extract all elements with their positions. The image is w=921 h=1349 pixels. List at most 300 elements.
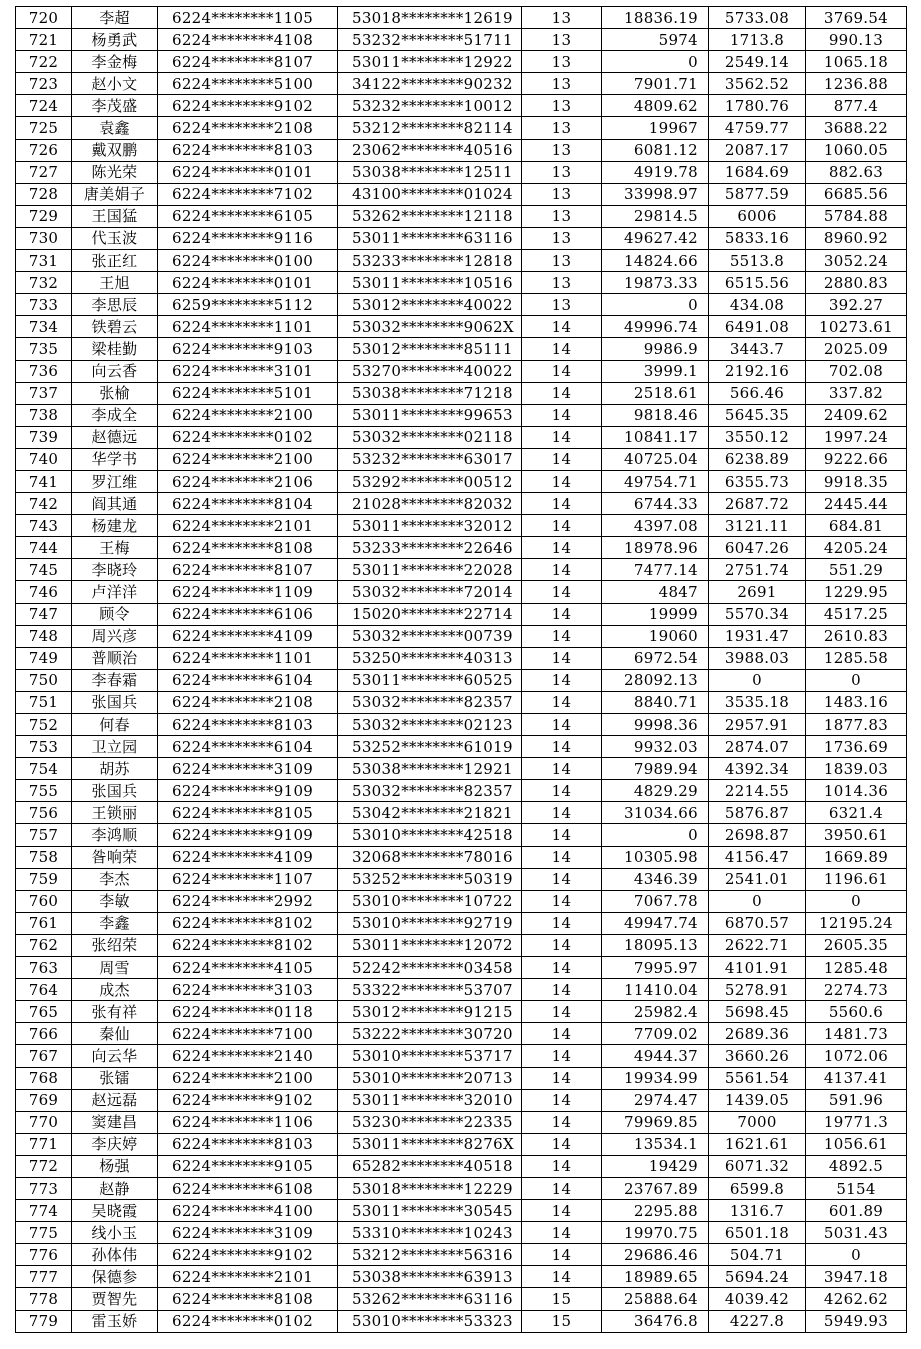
cell-amount-c: 1736.69 — [806, 736, 907, 758]
cell-amount-total: 6972.54 — [602, 647, 709, 669]
table-row — [16, 1133, 907, 1155]
cell-amount-b: 6355.73 — [709, 470, 806, 492]
cell-bank-card-number: 6224********2100 — [158, 1067, 338, 1089]
cell-months: 14 — [522, 1089, 602, 1111]
cell-name: 李鑫 — [72, 912, 158, 934]
cell-months: 14 — [522, 559, 602, 581]
cell-months: 14 — [522, 979, 602, 1001]
cell-row-number: 740 — [16, 448, 72, 470]
cell-amount-b: 4039.42 — [709, 1288, 806, 1310]
table-row — [16, 51, 907, 73]
cell-amount-b: 2087.17 — [709, 139, 806, 161]
cell-amount-total: 18978.96 — [602, 537, 709, 559]
cell-name: 周兴彦 — [72, 625, 158, 647]
cell-bank-card-number: 6224********1101 — [158, 316, 338, 338]
cell-amount-c: 1236.88 — [806, 73, 907, 95]
cell-id-number: 53222********30720 — [338, 1023, 522, 1045]
cell-name: 何春 — [72, 714, 158, 736]
cell-amount-total: 7477.14 — [602, 559, 709, 581]
cell-bank-card-number: 6224********8103 — [158, 714, 338, 736]
cell-id-number: 53011********12072 — [338, 934, 522, 956]
cell-amount-b: 3121.11 — [709, 515, 806, 537]
cell-name: 李成全 — [72, 404, 158, 426]
table-row — [16, 117, 907, 139]
cell-months: 14 — [522, 338, 602, 360]
table-row — [16, 382, 907, 404]
cell-bank-card-number: 6224********2992 — [158, 890, 338, 912]
cell-row-number: 776 — [16, 1244, 72, 1266]
cell-months: 14 — [522, 1266, 602, 1288]
cell-months: 13 — [522, 117, 602, 139]
cell-id-number: 53011********10516 — [338, 272, 522, 294]
cell-row-number: 745 — [16, 559, 72, 581]
cell-amount-total: 19970.75 — [602, 1222, 709, 1244]
cell-bank-card-number: 6224********8108 — [158, 537, 338, 559]
cell-bank-card-number: 6224********0102 — [158, 426, 338, 448]
table-row — [16, 957, 907, 979]
cell-id-number: 53038********12511 — [338, 161, 522, 183]
cell-amount-c: 5949.93 — [806, 1310, 907, 1332]
cell-id-number: 53011********99653 — [338, 404, 522, 426]
table-row — [16, 780, 907, 802]
cell-row-number: 773 — [16, 1177, 72, 1199]
table-row — [16, 736, 907, 758]
table-row — [16, 846, 907, 868]
cell-row-number: 742 — [16, 493, 72, 515]
cell-amount-b: 4392.34 — [709, 758, 806, 780]
cell-amount-total: 4919.78 — [602, 161, 709, 183]
cell-row-number: 737 — [16, 382, 72, 404]
cell-id-number: 53032********72014 — [338, 581, 522, 603]
table-row — [16, 73, 907, 95]
cell-id-number: 53011********60525 — [338, 669, 522, 691]
table-row — [16, 537, 907, 559]
cell-months: 13 — [522, 250, 602, 272]
cell-amount-b: 4101.91 — [709, 957, 806, 979]
cell-name: 雷玉娇 — [72, 1310, 158, 1332]
cell-bank-card-number: 6224********9102 — [158, 1244, 338, 1266]
cell-amount-total: 23767.89 — [602, 1177, 709, 1199]
cell-amount-total: 19934.99 — [602, 1067, 709, 1089]
cell-amount-total: 9932.03 — [602, 736, 709, 758]
table-row — [16, 29, 907, 51]
cell-amount-c: 1014.36 — [806, 780, 907, 802]
cell-amount-total: 18989.65 — [602, 1266, 709, 1288]
cell-bank-card-number: 6224********5100 — [158, 73, 338, 95]
cell-amount-b: 6870.57 — [709, 912, 806, 934]
cell-amount-b: 0 — [709, 669, 806, 691]
cell-id-number: 53010********20713 — [338, 1067, 522, 1089]
cell-amount-c: 2025.09 — [806, 338, 907, 360]
cell-id-number: 53011********22028 — [338, 559, 522, 581]
cell-amount-b: 2751.74 — [709, 559, 806, 581]
cell-bank-card-number: 6224********8102 — [158, 934, 338, 956]
table-row — [16, 404, 907, 426]
cell-id-number: 53233********22646 — [338, 537, 522, 559]
cell-amount-b: 3550.12 — [709, 426, 806, 448]
cell-name: 李思辰 — [72, 294, 158, 316]
cell-months: 13 — [522, 227, 602, 249]
cell-row-number: 752 — [16, 714, 72, 736]
data-table — [15, 6, 907, 1333]
table-row — [16, 250, 907, 272]
cell-amount-c: 551.29 — [806, 559, 907, 581]
cell-amount-total: 4847 — [602, 581, 709, 603]
cell-amount-total: 19060 — [602, 625, 709, 647]
cell-amount-c: 337.82 — [806, 382, 907, 404]
cell-bank-card-number: 6224********1101 — [158, 647, 338, 669]
cell-amount-b: 2691 — [709, 581, 806, 603]
cell-amount-total: 2518.61 — [602, 382, 709, 404]
cell-amount-c: 0 — [806, 890, 907, 912]
cell-row-number: 757 — [16, 824, 72, 846]
cell-amount-b: 1780.76 — [709, 95, 806, 117]
cell-name: 梁桂勤 — [72, 338, 158, 360]
table-row — [16, 1089, 907, 1111]
cell-bank-card-number: 6224********2106 — [158, 470, 338, 492]
cell-amount-b: 1931.47 — [709, 625, 806, 647]
cell-bank-card-number: 6224********8102 — [158, 912, 338, 934]
cell-name: 赵小文 — [72, 73, 158, 95]
cell-name: 王梅 — [72, 537, 158, 559]
cell-name: 唐美娟子 — [72, 183, 158, 205]
cell-id-number: 53012********40022 — [338, 294, 522, 316]
cell-amount-c: 6685.56 — [806, 183, 907, 205]
cell-amount-total: 19999 — [602, 603, 709, 625]
cell-name: 保德参 — [72, 1266, 158, 1288]
cell-months: 14 — [522, 736, 602, 758]
cell-amount-total: 2974.47 — [602, 1089, 709, 1111]
cell-name: 张镭 — [72, 1067, 158, 1089]
cell-id-number: 53012********85111 — [338, 338, 522, 360]
cell-name: 卫立园 — [72, 736, 158, 758]
cell-amount-b: 3443.7 — [709, 338, 806, 360]
cell-amount-c: 601.89 — [806, 1200, 907, 1222]
cell-amount-b: 2541.01 — [709, 868, 806, 890]
cell-bank-card-number: 6224********1109 — [158, 581, 338, 603]
cell-amount-total: 25982.4 — [602, 1001, 709, 1023]
cell-id-number: 53010********10722 — [338, 890, 522, 912]
cell-amount-b: 434.08 — [709, 294, 806, 316]
table-row — [16, 139, 907, 161]
cell-amount-b: 5278.91 — [709, 979, 806, 1001]
table-row — [16, 426, 907, 448]
cell-amount-total: 18095.13 — [602, 934, 709, 956]
cell-name: 李庆婷 — [72, 1133, 158, 1155]
table-row — [16, 1222, 907, 1244]
cell-months: 14 — [522, 802, 602, 824]
table-row — [16, 161, 907, 183]
cell-amount-c: 2445.44 — [806, 493, 907, 515]
cell-amount-total: 40725.04 — [602, 448, 709, 470]
cell-row-number: 764 — [16, 979, 72, 1001]
cell-months: 14 — [522, 647, 602, 669]
cell-amount-total: 2295.88 — [602, 1200, 709, 1222]
cell-id-number: 53262********12118 — [338, 205, 522, 227]
cell-months: 14 — [522, 1222, 602, 1244]
cell-row-number: 734 — [16, 316, 72, 338]
cell-name: 顾令 — [72, 603, 158, 625]
cell-amount-c: 5154 — [806, 1177, 907, 1199]
cell-amount-total: 9818.46 — [602, 404, 709, 426]
cell-id-number: 53038********71218 — [338, 382, 522, 404]
cell-bank-card-number: 6224********8108 — [158, 1288, 338, 1310]
table-row — [16, 1045, 907, 1067]
cell-name: 李敏 — [72, 890, 158, 912]
table-row — [16, 912, 907, 934]
cell-bank-card-number: 6224********2108 — [158, 117, 338, 139]
cell-months: 14 — [522, 824, 602, 846]
cell-months: 14 — [522, 890, 602, 912]
cell-amount-b: 2874.07 — [709, 736, 806, 758]
cell-amount-c: 2610.83 — [806, 625, 907, 647]
cell-amount-total: 4829.29 — [602, 780, 709, 802]
cell-bank-card-number: 6224********8107 — [158, 51, 338, 73]
cell-amount-b: 1316.7 — [709, 1200, 806, 1222]
cell-months: 14 — [522, 1155, 602, 1177]
cell-amount-total: 4346.39 — [602, 868, 709, 890]
cell-bank-card-number: 6224********1107 — [158, 868, 338, 890]
table-row — [16, 1067, 907, 1089]
cell-row-number: 758 — [16, 846, 72, 868]
cell-amount-c: 4137.41 — [806, 1067, 907, 1089]
cell-amount-c: 19771.3 — [806, 1111, 907, 1133]
cell-id-number: 53212********82114 — [338, 117, 522, 139]
cell-months: 13 — [522, 95, 602, 117]
cell-id-number: 21028********82032 — [338, 493, 522, 515]
cell-row-number: 738 — [16, 404, 72, 426]
cell-months: 14 — [522, 1001, 602, 1023]
cell-amount-b: 6501.18 — [709, 1222, 806, 1244]
cell-months: 14 — [522, 316, 602, 338]
cell-amount-c: 0 — [806, 669, 907, 691]
cell-amount-total: 0 — [602, 294, 709, 316]
cell-amount-total: 33998.97 — [602, 183, 709, 205]
cell-name: 铁碧云 — [72, 316, 158, 338]
cell-amount-total: 9998.36 — [602, 714, 709, 736]
cell-name: 张正红 — [72, 250, 158, 272]
cell-row-number: 736 — [16, 360, 72, 382]
table-row — [16, 1200, 907, 1222]
cell-amount-total: 8840.71 — [602, 691, 709, 713]
cell-amount-total: 6081.12 — [602, 139, 709, 161]
cell-row-number: 778 — [16, 1288, 72, 1310]
table-row — [16, 227, 907, 249]
cell-amount-total: 13534.1 — [602, 1133, 709, 1155]
cell-amount-c: 4262.62 — [806, 1288, 907, 1310]
cell-amount-b: 5513.8 — [709, 250, 806, 272]
cell-bank-card-number: 6224********6104 — [158, 669, 338, 691]
cell-amount-total: 29814.5 — [602, 205, 709, 227]
cell-row-number: 762 — [16, 934, 72, 956]
cell-bank-card-number: 6224********3101 — [158, 360, 338, 382]
cell-months: 13 — [522, 161, 602, 183]
cell-bank-card-number: 6224********1105 — [158, 7, 338, 29]
table-row — [16, 205, 907, 227]
cell-row-number: 728 — [16, 183, 72, 205]
table-row — [16, 979, 907, 1001]
cell-id-number: 53032********82357 — [338, 780, 522, 802]
cell-id-number: 32068********78016 — [338, 846, 522, 868]
cell-bank-card-number: 6224********9116 — [158, 227, 338, 249]
cell-amount-b: 5698.45 — [709, 1001, 806, 1023]
cell-amount-c: 392.27 — [806, 294, 907, 316]
cell-id-number: 53212********56316 — [338, 1244, 522, 1266]
cell-amount-b: 3988.03 — [709, 647, 806, 669]
cell-amount-c: 684.81 — [806, 515, 907, 537]
cell-row-number: 769 — [16, 1089, 72, 1111]
cell-amount-b: 6599.8 — [709, 1177, 806, 1199]
cell-amount-total: 49996.74 — [602, 316, 709, 338]
table-row — [16, 360, 907, 382]
cell-row-number: 768 — [16, 1067, 72, 1089]
cell-id-number: 23062********40516 — [338, 139, 522, 161]
table-row — [16, 1111, 907, 1133]
cell-row-number: 720 — [16, 7, 72, 29]
cell-bank-card-number: 6224********6106 — [158, 603, 338, 625]
cell-amount-total: 4944.37 — [602, 1045, 709, 1067]
table-row — [16, 338, 907, 360]
cell-id-number: 53010********53717 — [338, 1045, 522, 1067]
cell-id-number: 53230********22335 — [338, 1111, 522, 1133]
cell-amount-total: 5974 — [602, 29, 709, 51]
cell-amount-b: 504.71 — [709, 1244, 806, 1266]
cell-amount-total: 28092.13 — [602, 669, 709, 691]
table-row — [16, 559, 907, 581]
cell-amount-c: 5031.43 — [806, 1222, 907, 1244]
cell-name: 杨勇武 — [72, 29, 158, 51]
cell-row-number: 770 — [16, 1111, 72, 1133]
cell-bank-card-number: 6224********8107 — [158, 559, 338, 581]
cell-amount-c: 2880.83 — [806, 272, 907, 294]
cell-months: 14 — [522, 1067, 602, 1089]
cell-row-number: 744 — [16, 537, 72, 559]
cell-bank-card-number: 6224********9109 — [158, 780, 338, 802]
table-row — [16, 802, 907, 824]
cell-amount-total: 18836.19 — [602, 7, 709, 29]
cell-name: 代玉波 — [72, 227, 158, 249]
cell-amount-b: 6006 — [709, 205, 806, 227]
cell-row-number: 771 — [16, 1133, 72, 1155]
cell-amount-c: 3769.54 — [806, 7, 907, 29]
cell-name: 张榆 — [72, 382, 158, 404]
cell-row-number: 779 — [16, 1310, 72, 1332]
cell-id-number: 53322********53707 — [338, 979, 522, 1001]
cell-amount-b: 1439.05 — [709, 1089, 806, 1111]
cell-amount-c: 1481.73 — [806, 1023, 907, 1045]
cell-name: 线小玉 — [72, 1222, 158, 1244]
cell-bank-card-number: 6224********0101 — [158, 272, 338, 294]
cell-amount-total: 49627.42 — [602, 227, 709, 249]
cell-months: 14 — [522, 493, 602, 515]
cell-amount-total: 29686.46 — [602, 1244, 709, 1266]
cell-amount-total: 7989.94 — [602, 758, 709, 780]
cell-amount-c: 12195.24 — [806, 912, 907, 934]
cell-row-number: 777 — [16, 1266, 72, 1288]
cell-amount-b: 566.46 — [709, 382, 806, 404]
cell-amount-total: 79969.85 — [602, 1111, 709, 1133]
cell-months: 14 — [522, 382, 602, 404]
cell-name: 贾智先 — [72, 1288, 158, 1310]
table-row — [16, 691, 907, 713]
cell-bank-card-number: 6224********9103 — [158, 338, 338, 360]
cell-id-number: 53011********32012 — [338, 515, 522, 537]
cell-bank-card-number: 6224********8104 — [158, 493, 338, 515]
cell-amount-b: 1621.61 — [709, 1133, 806, 1155]
cell-amount-c: 5784.88 — [806, 205, 907, 227]
cell-amount-c: 1669.89 — [806, 846, 907, 868]
cell-amount-b: 5877.59 — [709, 183, 806, 205]
cell-bank-card-number: 6224********2101 — [158, 515, 338, 537]
cell-row-number: 751 — [16, 691, 72, 713]
cell-id-number: 53011********63116 — [338, 227, 522, 249]
table-row — [16, 581, 907, 603]
cell-name: 窦建昌 — [72, 1111, 158, 1133]
table-row — [16, 272, 907, 294]
cell-amount-total: 9986.9 — [602, 338, 709, 360]
cell-bank-card-number: 6224********4105 — [158, 957, 338, 979]
cell-id-number: 53032********02118 — [338, 426, 522, 448]
cell-bank-card-number: 6224********6104 — [158, 736, 338, 758]
cell-name: 李杰 — [72, 868, 158, 890]
cell-row-number: 746 — [16, 581, 72, 603]
cell-months: 14 — [522, 691, 602, 713]
cell-months: 14 — [522, 1177, 602, 1199]
cell-bank-card-number: 6224********6105 — [158, 205, 338, 227]
cell-amount-b: 6515.56 — [709, 272, 806, 294]
cell-id-number: 34122********90232 — [338, 73, 522, 95]
table-row — [16, 758, 907, 780]
cell-months: 14 — [522, 426, 602, 448]
cell-months: 14 — [522, 669, 602, 691]
cell-bank-card-number: 6224********8105 — [158, 802, 338, 824]
cell-name: 戴双鹏 — [72, 139, 158, 161]
cell-months: 14 — [522, 1045, 602, 1067]
cell-name: 成杰 — [72, 979, 158, 1001]
cell-row-number: 732 — [16, 272, 72, 294]
cell-months: 13 — [522, 29, 602, 51]
cell-amount-b: 2698.87 — [709, 824, 806, 846]
cell-row-number: 727 — [16, 161, 72, 183]
cell-name: 普顺治 — [72, 647, 158, 669]
cell-amount-c: 882.63 — [806, 161, 907, 183]
cell-months: 14 — [522, 1023, 602, 1045]
cell-months: 14 — [522, 603, 602, 625]
cell-id-number: 53250********40313 — [338, 647, 522, 669]
cell-amount-total: 19967 — [602, 117, 709, 139]
cell-amount-b: 6047.26 — [709, 537, 806, 559]
cell-name: 胡苏 — [72, 758, 158, 780]
cell-amount-b: 4227.8 — [709, 1310, 806, 1332]
cell-id-number: 53292********00512 — [338, 470, 522, 492]
cell-amount-c: 9918.35 — [806, 470, 907, 492]
cell-id-number: 53011********30545 — [338, 1200, 522, 1222]
cell-months: 14 — [522, 714, 602, 736]
cell-name: 李春霜 — [72, 669, 158, 691]
cell-name: 赵德远 — [72, 426, 158, 448]
cell-row-number: 754 — [16, 758, 72, 780]
cell-months: 14 — [522, 780, 602, 802]
cell-bank-card-number: 6224********9109 — [158, 824, 338, 846]
cell-amount-total: 0 — [602, 51, 709, 73]
cell-months: 13 — [522, 294, 602, 316]
table-row — [16, 1023, 907, 1045]
cell-name: 张国兵 — [72, 691, 158, 713]
cell-name: 王锁丽 — [72, 802, 158, 824]
cell-amount-total: 10305.98 — [602, 846, 709, 868]
cell-amount-b: 4156.47 — [709, 846, 806, 868]
cell-name: 秦仙 — [72, 1023, 158, 1045]
